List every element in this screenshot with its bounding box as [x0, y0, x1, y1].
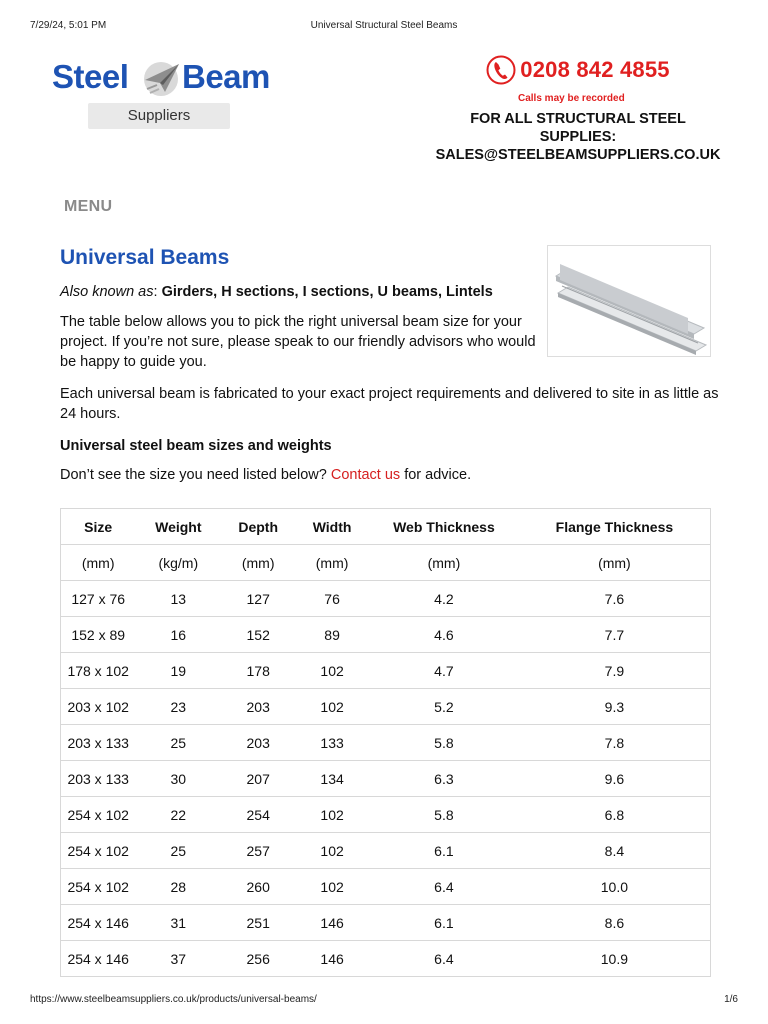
table-row [61, 689, 711, 725]
table-cell: 254 x 102 [61, 833, 136, 869]
table-cell: 25 [135, 833, 221, 869]
page-url: https://www.steelbeamsuppliers.co.uk/products/universal-beams/ [30, 994, 317, 1005]
table-cell: 133 [295, 725, 369, 761]
also-known-as: Also known as: Girders, H sections, I sections, U beams, Lintels [60, 284, 493, 300]
steel-beam-picture [548, 246, 710, 356]
table-row [61, 905, 711, 941]
table-row [61, 833, 711, 869]
table-cell: 19 [135, 653, 221, 689]
table-cell: 102 [295, 797, 369, 833]
page-title: Universal Beams [60, 246, 230, 269]
table-cell: 203 x 102 [61, 689, 136, 725]
table-cell: 254 [221, 797, 295, 833]
table-cell: 76 [295, 581, 369, 617]
table-cell: 31 [135, 905, 221, 941]
table-cell: 6.1 [369, 833, 519, 869]
table-cell: 254 x 102 [61, 797, 136, 833]
table-cell: 251 [221, 905, 295, 941]
table-cell: 207 [221, 761, 295, 797]
table-cell: 23 [135, 689, 221, 725]
table-header-row [61, 509, 711, 545]
phone-number[interactable]: 0208 842 4855 [520, 57, 670, 82]
unit-cell: (kg/m) [135, 545, 221, 581]
column-header: Size [61, 509, 136, 545]
table-cell: 8.4 [519, 833, 711, 869]
advice-before: Don’t see the size you need listed below? [60, 467, 331, 483]
contact-block [428, 52, 728, 164]
print-doc-title: Universal Structural Steel Beams [310, 20, 458, 31]
table-cell: 203 x 133 [61, 761, 136, 797]
aka-label: Also known as [60, 284, 154, 300]
unit-cell: (mm) [519, 545, 711, 581]
print-header [0, 0, 768, 31]
table-cell: 254 x 146 [61, 941, 136, 977]
beam-image [547, 245, 711, 357]
table-cell: 203 x 133 [61, 725, 136, 761]
phone-icon [486, 55, 516, 85]
table-cell: 8.6 [519, 905, 711, 941]
table-row [61, 725, 711, 761]
sales-email[interactable]: SALES@STEELBEAMSUPPLIERS.CO.UK [435, 147, 721, 163]
calls-recorded-note: Calls may be recorded [518, 93, 625, 104]
table-row [61, 941, 711, 977]
intro-paragraph: The table below allows you to pick the right universal beam size for your project. If you’re not sure, please speak to our friendly advisors who would be happy to guide you. [60, 314, 536, 370]
table-cell: 16 [135, 617, 221, 653]
table-row [61, 797, 711, 833]
page-count: 1/6 [724, 994, 738, 1005]
site-logo[interactable] [52, 56, 282, 132]
table-cell: 5.2 [369, 689, 519, 725]
table-cell: 4.2 [369, 581, 519, 617]
table-cell: 13 [135, 581, 221, 617]
column-header: Weight [135, 509, 221, 545]
table-cell: 6.4 [369, 941, 519, 977]
contact-us-link[interactable]: Contact us [330, 467, 401, 483]
table-cell: 257 [221, 833, 295, 869]
table-cell: 37 [135, 941, 221, 977]
sizes-subheading: Universal steel beam sizes and weights [60, 438, 332, 454]
table-row [61, 761, 711, 797]
logo-subtitle: Suppliers [88, 103, 230, 129]
advice-after: for advice. [400, 467, 472, 483]
table-cell: 178 x 102 [61, 653, 136, 689]
table-cell: 6.8 [519, 797, 711, 833]
menu-button[interactable]: MENU [64, 198, 113, 215]
table-cell: 4.6 [369, 617, 519, 653]
table-cell: 102 [295, 833, 369, 869]
phone-row[interactable] [428, 52, 728, 88]
table-cell: 134 [295, 761, 369, 797]
table-cell: 260 [221, 869, 295, 905]
table-cell: 5.8 [369, 797, 519, 833]
logo-word-steel: Steel [52, 58, 129, 95]
table-row [61, 653, 711, 689]
table-cell: 146 [295, 941, 369, 977]
column-header: Depth [221, 509, 295, 545]
table-cell: 9.3 [519, 689, 711, 725]
table-cell: 6.3 [369, 761, 519, 797]
table-cell: 7.6 [519, 581, 711, 617]
table-cell: 7.8 [519, 725, 711, 761]
table-cell: 10.0 [519, 869, 711, 905]
table-cell: 102 [295, 653, 369, 689]
tagline-line-2: SUPPLIES: [539, 129, 617, 145]
table-cell: 254 x 102 [61, 869, 136, 905]
table-cell: 127 x 76 [61, 581, 136, 617]
table-cell: 203 [221, 689, 295, 725]
table-cell: 254 x 146 [61, 905, 136, 941]
table-cell: 4.7 [369, 653, 519, 689]
table-cell: 203 [221, 725, 295, 761]
paper-plane-icon [139, 58, 183, 98]
table-cell: 10.9 [519, 941, 711, 977]
table-row [61, 581, 711, 617]
unit-cell: (mm) [221, 545, 295, 581]
column-header: Flange Thickness [519, 509, 711, 545]
beam-sizes-table [60, 508, 711, 977]
table-cell: 102 [295, 689, 369, 725]
print-date: 7/29/24, 5:01 PM [30, 20, 107, 31]
units-row [61, 545, 711, 581]
tagline-line-1: FOR ALL STRUCTURAL STEEL [470, 111, 686, 127]
table-cell: 102 [295, 869, 369, 905]
table-cell: 127 [221, 581, 295, 617]
table-cell: 28 [135, 869, 221, 905]
aka-value: Girders, H sections, I sections, U beams, Lintels [161, 284, 493, 300]
table-row [61, 869, 711, 905]
table-cell: 256 [221, 941, 295, 977]
table-cell: 6.1 [369, 905, 519, 941]
table-cell: 178 [221, 653, 295, 689]
table-cell: 22 [135, 797, 221, 833]
table-cell: 152 [221, 617, 295, 653]
table-cell: 89 [295, 617, 369, 653]
delivery-paragraph: Each universal beam is fabricated to your exact project requirements and delivered to site in as little as 24 hours. [60, 386, 719, 422]
table-cell: 7.7 [519, 617, 711, 653]
table-cell: 6.4 [369, 869, 519, 905]
unit-cell: (mm) [295, 545, 369, 581]
table-cell: 25 [135, 725, 221, 761]
contact-tagline [428, 110, 728, 164]
table-cell: 9.6 [519, 761, 711, 797]
column-header: Width [295, 509, 369, 545]
column-header: Web Thickness [369, 509, 519, 545]
table-row [61, 617, 711, 653]
advice-line [60, 467, 720, 483]
table-cell: 152 x 89 [61, 617, 136, 653]
table-cell: 5.8 [369, 725, 519, 761]
table-cell: 30 [135, 761, 221, 797]
logo-word-beam: Beam [182, 58, 270, 95]
unit-cell: (mm) [369, 545, 519, 581]
table-cell: 146 [295, 905, 369, 941]
unit-cell: (mm) [61, 545, 136, 581]
table-cell: 7.9 [519, 653, 711, 689]
